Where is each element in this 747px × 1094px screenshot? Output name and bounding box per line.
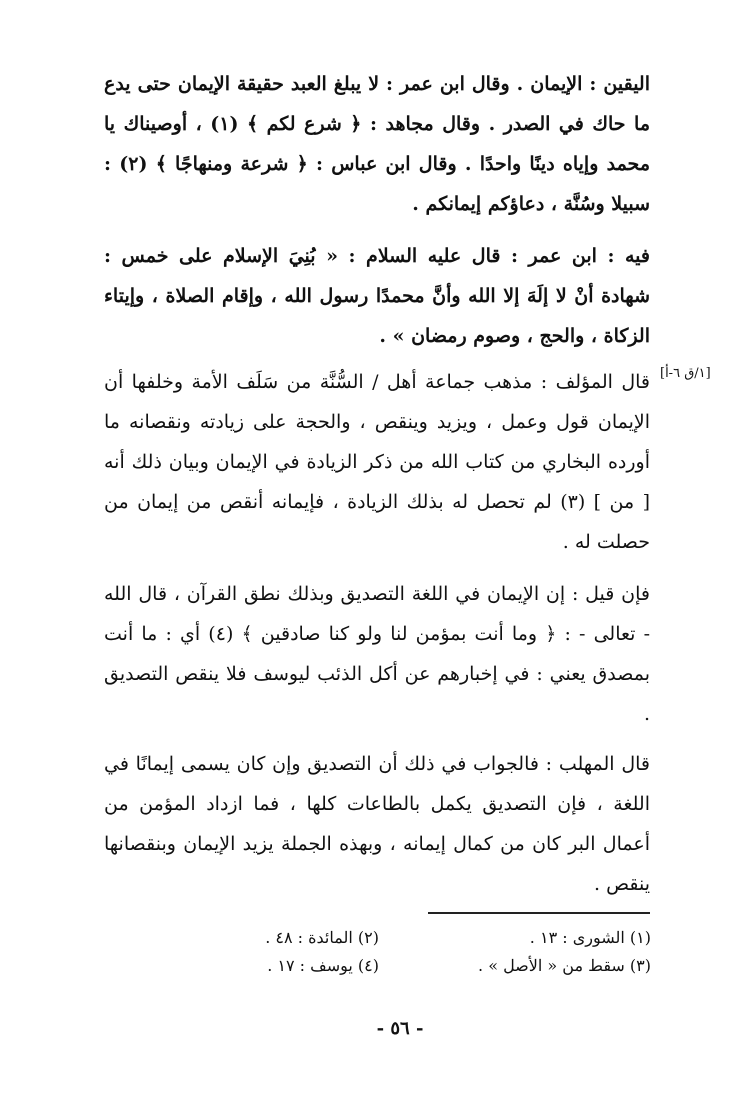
paragraph-author: قال المؤلف : مذهب جماعة أهل / السُّنَّة من سَلَف الأمة وخلفها أن الإيمان قول وعمل ، ويزيد وينقص ، والحجة على زيادته ونقصانه ما أورده البخاري من كتاب الله من ذكر الزيادة في الإيمان وبيان ذلك أنه [ من ] (٣) لم تحصل له بذلك الزيادة ، فإيمانه أنقص من إيمان من حصلت له . bbox=[104, 371, 651, 553]
footnote-4: (٤) يوسف : ١٧ . bbox=[267, 956, 379, 975]
margin-manuscript-reference: [١/ق ٦-أ] bbox=[660, 366, 711, 381]
paragraph-hadith-ibn-umar: فيه : ابن عمر : قال عليه السلام : « بُنِيَ الإسلام على خمس : شهادة أنْ لا إلَهَ إلا الله وأنَّ محمدًا رسول الله ، وإقام الصلاة ، وإيتاء الزكاة ، والحج ، وصوم رمضان » . bbox=[104, 245, 650, 347]
footnote-3: (٣) سقط من « الأصل » . bbox=[478, 956, 651, 975]
footnote-1: (١) الشورى : ١٣ . bbox=[529, 928, 651, 947]
page-number: - ٥٦ - bbox=[376, 1018, 424, 1039]
footnote-divider bbox=[428, 912, 650, 914]
paragraph-muhallab: قال المهلب : فالجواب في ذلك أن التصديق وإن كان يسمى إيمانًا في اللغة ، فإن التصديق يكمل بالطاعات كلها ، فما ازداد المؤمن من أعمال البر كان من كمال إيمانه ، وبهذه الجملة يزيد الإيمان وبنقصانها ينقص . bbox=[104, 753, 650, 895]
paragraph-objection: فإن قيل : إن الإيمان في اللغة التصديق وبذلك نطق القرآن ، قال الله - تعالى - : ﴿ وما أنت بمؤمن لنا ولو كنا صادقين ﴾ (٤) أي : ما أنت بمصدق يعني : في إخبارهم عن أكل الذئب ليوسف فلا ينقص التصديق . bbox=[104, 583, 651, 725]
paragraph-yaqin: اليقين : الإيمان . وقال ابن عمر : لا يبلغ العبد حقيقة الإيمان حتى يدع ما حاك في الصدر . وقال مجاهد : ﴿ شرع لكم ﴾ (١) ، أوصيناك يا محمد وإياه دينًا واحدًا . وقال ابن عباس : ﴿ شرعة ومنهاجًا ﴾ (٢) : سبيلا وسُنَّة ، دعاؤكم إيمانكم . bbox=[104, 73, 651, 215]
footnote-2: (٢) المائدة : ٤٨ . bbox=[265, 928, 379, 947]
